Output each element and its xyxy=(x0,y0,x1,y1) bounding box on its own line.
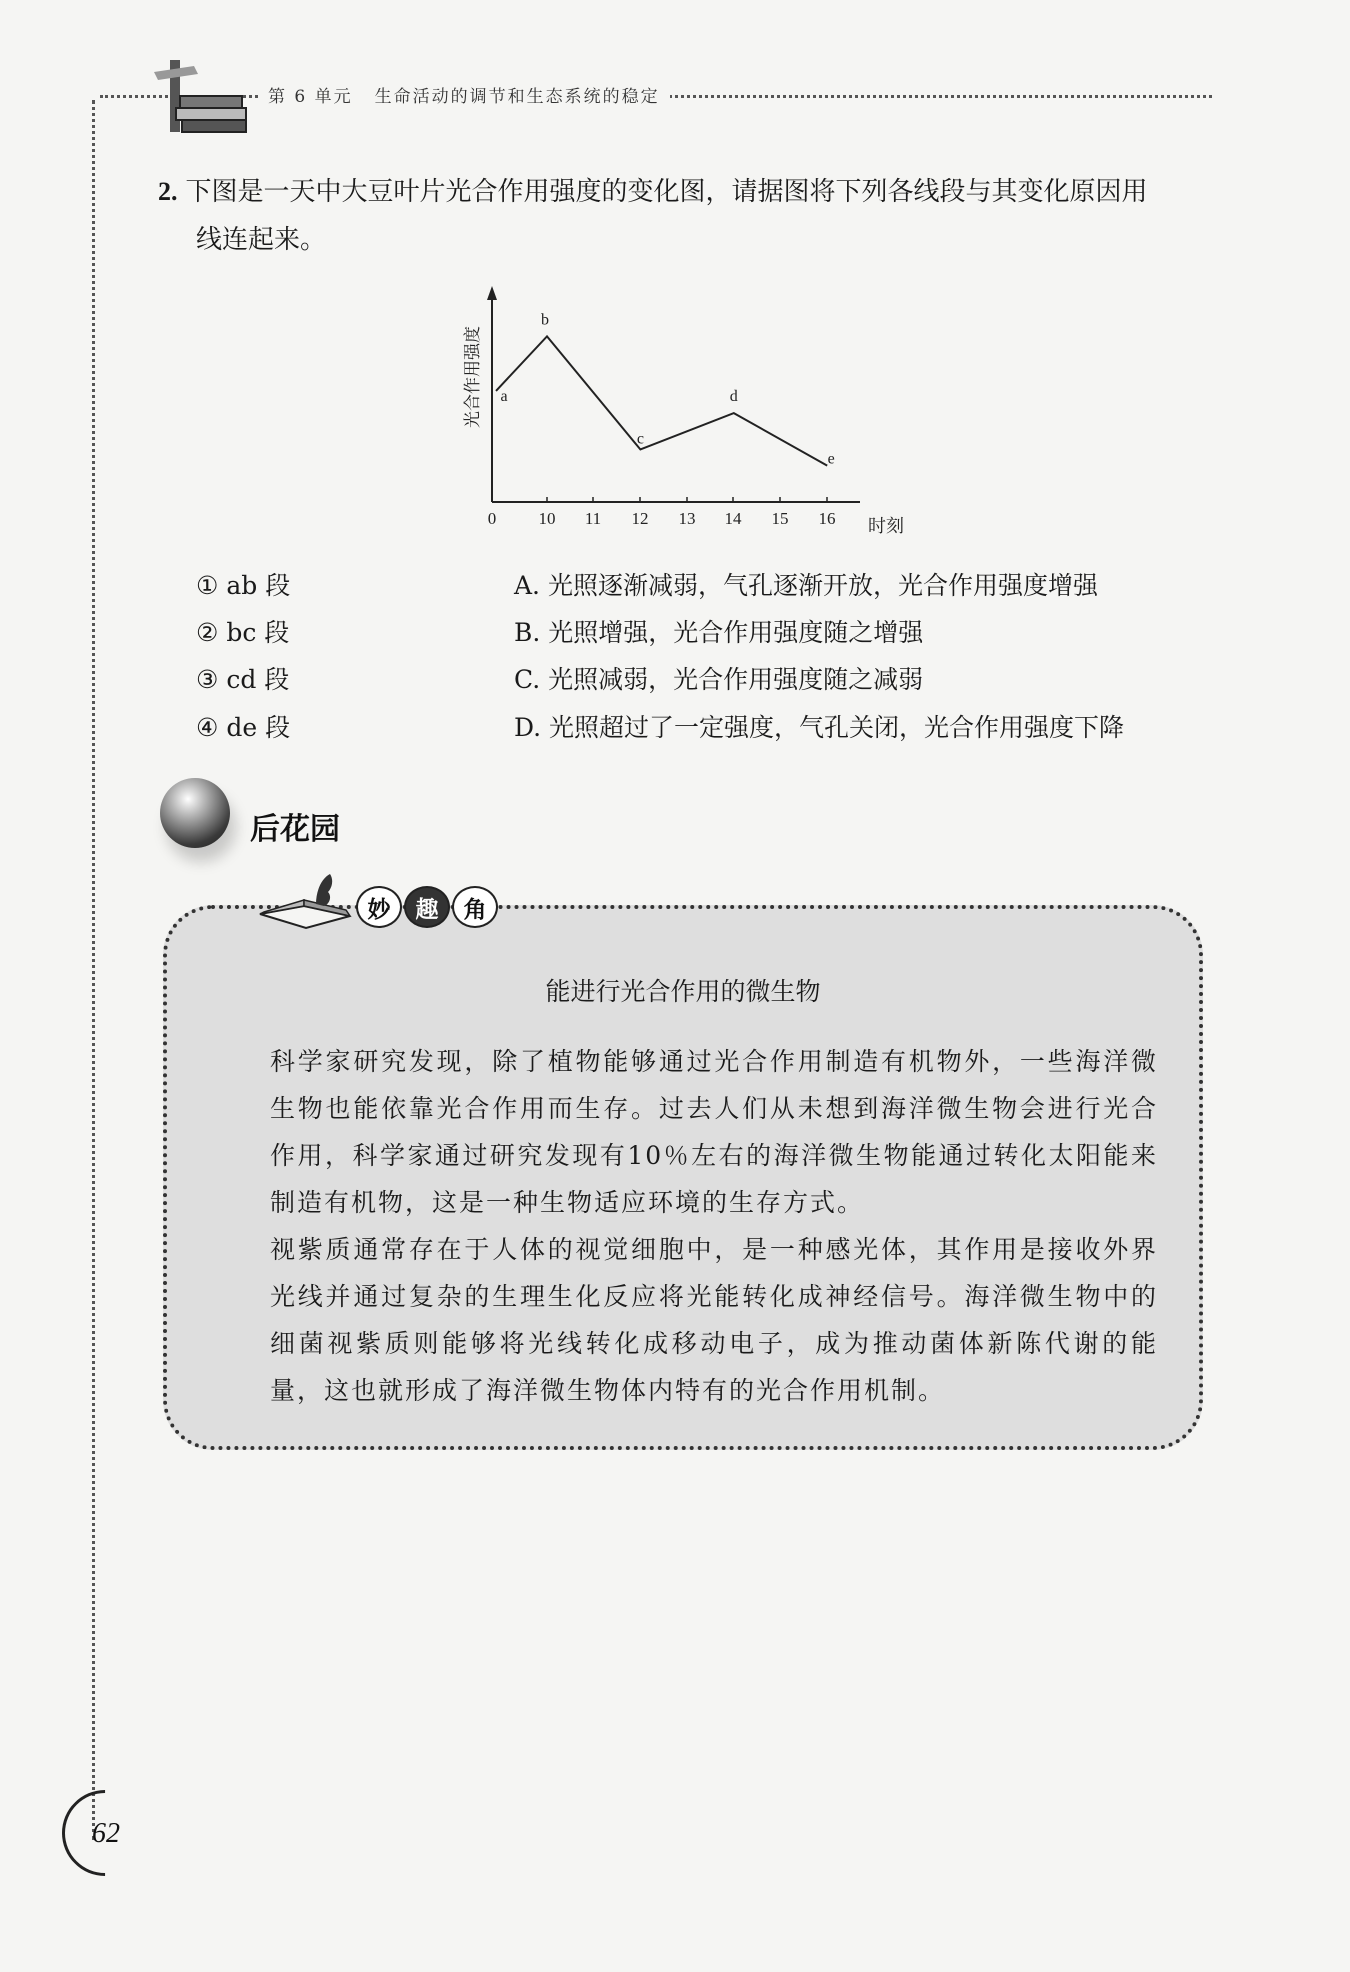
fun-label-char-2: 趣 xyxy=(404,886,450,928)
photosynthesis-chart xyxy=(440,280,920,550)
reason-option-a: A. 光照逐渐减弱，气孔逐渐开放，光合作用强度增强 xyxy=(514,571,1098,600)
header-title: 生命活动的调节和生态系统的稳定 xyxy=(374,87,660,107)
x-tick-label: 10 xyxy=(538,509,556,528)
chart-point-labels xyxy=(500,311,834,467)
reason-option-d: D. 光照超过了一定强度，气孔关闭，光合作用强度下降 xyxy=(514,713,1125,742)
question-line-2: 线连起来。 xyxy=(196,225,327,255)
fun-corner-label xyxy=(356,886,498,930)
photosynthesis-line xyxy=(496,336,827,465)
article-paragraph-1 xyxy=(218,1038,1158,1226)
page-number: 62 xyxy=(92,1818,120,1849)
article-title: 能进行光合作用的微生物 xyxy=(545,977,821,1006)
segment-option-3: ③ cd 段 xyxy=(196,665,290,694)
x-tick-label: 11 xyxy=(584,509,602,528)
x-tick-label: 15 xyxy=(771,509,789,528)
open-book-icon xyxy=(258,870,353,932)
x-tick-label: 12 xyxy=(631,509,649,528)
x-axis-label: 时刻 xyxy=(868,516,904,537)
section-ball-icon xyxy=(160,778,230,848)
point-label-b: b xyxy=(541,311,549,329)
section-title: 后花园 xyxy=(250,812,340,847)
article-paragraph-2-text: 视紫质通常存在于人体的视觉细胞中，是一种感光体，其作用是接收外界光线并通过复杂的生理生化反应将光能转化成神经信号。海洋微生物中的细菌视紫质则能够将光线转化成移动电子，成为推动菌体新陈代谢的能量，这也就形成了海洋微生物体内特有的光合作用机制。 xyxy=(270,1235,1158,1405)
x-tick-label: 16 xyxy=(818,509,836,528)
books-signpost-icon xyxy=(150,52,260,142)
segment-option-2: ② bc 段 xyxy=(196,618,290,647)
y-axis-arrow xyxy=(487,286,497,300)
segment-option-4: ④ de 段 xyxy=(196,713,291,742)
reason-option-b: B. 光照增强，光合作用强度随之增强 xyxy=(514,618,924,647)
question-number: 2. xyxy=(158,177,178,206)
point-label-e: e xyxy=(827,450,835,468)
question-2 xyxy=(158,168,1228,264)
reason-option-c: C. 光照减弱，光合作用强度随之减弱 xyxy=(514,665,924,694)
margin-dotted-rule xyxy=(92,100,95,1840)
point-label-a: a xyxy=(500,387,508,405)
y-axis-label: 光合作用强度 xyxy=(463,326,483,428)
x-tick-label: 0 xyxy=(487,509,497,528)
point-label-c: c xyxy=(636,430,644,448)
article-paragraph-1-text: 科学家研究发现，除了植物能够通过光合作用制造有机物外，一些海洋微生物也能依靠光合作用而生存。过去人们从未想到海洋微生物会进行光合作用，科学家通过研究发现有10％左右的海洋微生物能通过转化太阳能来制造有机物，这是一种生物适应环境的生存方式。 xyxy=(270,1047,1158,1217)
question-line-1: 下图是一天中大豆叶片光合作用强度的变化图，请据图将下列各线段与其变化原因用 xyxy=(185,177,1148,207)
fun-label-char-1: 妙 xyxy=(356,886,402,928)
point-label-d: d xyxy=(729,388,738,406)
x-tick-label: 13 xyxy=(678,509,696,528)
segment-option-1: ① ab 段 xyxy=(196,571,291,600)
chart-axes xyxy=(463,286,904,537)
article-paragraph-2 xyxy=(218,1226,1158,1414)
header-unit: 第 6 单元 xyxy=(268,87,353,107)
running-header xyxy=(258,82,670,110)
x-tick-label: 14 xyxy=(724,509,742,528)
fun-label-char-3: 角 xyxy=(452,886,498,928)
chart-series xyxy=(496,336,827,465)
